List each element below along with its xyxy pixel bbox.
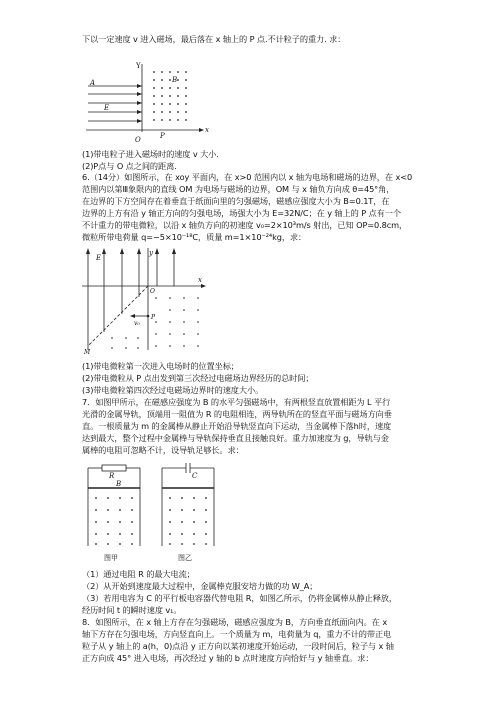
field-dot — [153, 119, 155, 121]
field-dot — [183, 333, 185, 335]
q7-line-2: 光滑的金属导轨，顶端用一阻值为 R 的电阻相连，两导轨所在的竖直平面与磁场方向垂 — [82, 409, 392, 419]
q6-sub-1: (1)带电微粒第一次进入电场时的位置坐标； — [82, 361, 239, 371]
field-dot — [181, 497, 183, 499]
q7-sub-1: （1）通过电阻 R 的最大电流； — [82, 569, 195, 579]
field-dot — [107, 521, 109, 523]
field-dot — [177, 95, 179, 97]
field-dot — [137, 337, 139, 339]
field-dot — [181, 521, 183, 523]
field-dot — [169, 533, 171, 535]
field-dot — [205, 543, 207, 545]
field-dot — [161, 119, 163, 121]
field-dot — [155, 345, 157, 347]
field-dot — [169, 497, 171, 499]
field-dot — [169, 95, 171, 97]
field-dot — [161, 87, 163, 89]
field-dot — [185, 95, 187, 97]
field-dot — [183, 309, 185, 311]
field-dot — [177, 119, 179, 121]
field-dot — [155, 333, 157, 335]
field-dot — [185, 79, 187, 81]
field-dot — [131, 509, 133, 511]
P-label: P — [160, 132, 165, 140]
E-label-2: E — [96, 254, 102, 262]
field-dot — [193, 497, 195, 499]
figure-field-diagram-2 — [82, 246, 207, 354]
field-dot — [137, 347, 139, 349]
q7-line-3: 直。一根质量为 m 的金属棒从静止开始沿导轨竖直向下运动，当金属棒下落h时，速度 — [82, 421, 392, 431]
field-dot — [107, 533, 109, 535]
field-dot — [155, 297, 157, 299]
field-dot — [193, 509, 195, 511]
field-dot — [107, 509, 109, 511]
field-dot — [155, 321, 157, 323]
field-dot — [153, 111, 155, 113]
q8-line-2: 轴下方存在匀强电场，方向竖直向上。一个质量为 m，电荷量为 q，重力不计的带正电 — [82, 629, 392, 639]
field-dot — [185, 119, 187, 121]
field-dot — [153, 79, 155, 81]
q8-line-4: 正方向成 45° 进入电场，再次经过 y 轴的 b 点时速度方向恰好与 y 轴垂直。求： — [82, 653, 374, 663]
O-label-2: O — [150, 288, 155, 295]
q5-sub-1: (1)带电粒子进入磁场时的速度 v 大小. — [82, 149, 219, 159]
field-dot — [177, 87, 179, 89]
field-dot — [125, 337, 127, 339]
q7-sub-3: （3）若用电容为 C 的平行板电容器代替电阻 R，如图乙所示，仍将金属棒从静止释放， — [82, 593, 397, 603]
field-dot — [161, 79, 163, 81]
field-dot — [169, 297, 171, 299]
field-dot — [181, 533, 183, 535]
field-dot — [131, 533, 133, 535]
field-dot — [95, 497, 97, 499]
field-dot — [169, 119, 171, 121]
caption-left: 图甲 — [104, 554, 118, 562]
field-dot — [197, 309, 199, 311]
field-dot — [193, 543, 195, 545]
field-dot — [119, 521, 121, 523]
caption-right: 图乙 — [178, 554, 192, 562]
field-dot — [185, 71, 187, 73]
field-dot — [161, 111, 163, 113]
field-dot — [197, 297, 199, 299]
field-dot — [169, 87, 171, 89]
field-crosses-panels — [95, 497, 207, 545]
field-dot — [125, 347, 127, 349]
field-dot — [177, 79, 179, 81]
field-dot — [205, 521, 207, 523]
field-dot — [169, 309, 171, 311]
O-label: O — [135, 136, 141, 144]
x-label: x — [205, 126, 209, 134]
q6-line-6: 微粒所带电荷量 q=−5×10⁻¹⁸C，质量 m=1×10⁻²⁴kg，求： — [82, 232, 307, 242]
y-label: Y — [136, 62, 141, 70]
q7-line-1: 7．如图甲所示，在磁感应强度为 B 的水平匀强磁场中，有两根竖直放置相距为 L 平行 — [82, 397, 391, 407]
P-label-2: P — [151, 314, 156, 321]
field-dot — [181, 509, 183, 511]
field-dot — [177, 103, 179, 105]
field-dot — [169, 111, 171, 113]
field-dot — [153, 103, 155, 105]
field-dot — [131, 497, 133, 499]
field-dot — [205, 533, 207, 535]
magnetic-field-dots — [153, 71, 187, 121]
field-dot — [95, 533, 97, 535]
field-dot — [185, 111, 187, 113]
field-dot — [161, 95, 163, 97]
field-dot — [131, 521, 133, 523]
field-dot — [119, 509, 121, 511]
field-dot — [107, 497, 109, 499]
q8-line-3: 粒子从 y 轴上的 a(h，0)点沿 y 正方向以某初速度开始运动，一段时间后，粒子与 x 轴 — [82, 641, 394, 651]
figure-field-diagram-1 — [82, 60, 232, 145]
intro-line: 下以一定速度 v 进入磁场，最后落在 x 轴上的 P 点.不计粒子的重力. 求： — [82, 34, 346, 44]
B-label: B — [172, 76, 178, 84]
q6-line-3: 在边界的下方空间存在着垂直于纸面向里的匀强磁场，磁感应强度大小为 B=0.1T，在 — [82, 196, 390, 206]
q6-sub-2: (2)带电微粒从 P 点出发到第三次经过电磁场边界经历的总时间； — [82, 373, 314, 383]
field-dot — [95, 521, 97, 523]
field-dot — [119, 543, 121, 545]
field-dot — [169, 321, 171, 323]
field-dot — [169, 71, 171, 73]
field-dot — [183, 297, 185, 299]
field-dot — [169, 103, 171, 105]
field-dot — [193, 521, 195, 523]
field-dot — [153, 95, 155, 97]
magnetic-field-crosses — [111, 297, 199, 349]
q7-line-4: 达到最大，整个过程中金属棒与导轨保持垂直且接触良好。重力加速度为 g，导轨与金 — [82, 433, 389, 443]
field-dot — [183, 321, 185, 323]
field-dot — [205, 509, 207, 511]
q7-sub-2: （2）从开始到速度最大过程中，金属棒克服安培力做的功 W_A； — [82, 581, 318, 591]
field-dot — [111, 347, 113, 349]
B-label-3: B — [116, 480, 122, 488]
field-dot — [183, 345, 185, 347]
q5-sub-2: (2)P点与 O 点之间的距离. — [82, 161, 177, 171]
C-label: C — [192, 472, 198, 480]
field-dot — [153, 87, 155, 89]
field-dot — [95, 543, 97, 545]
field-dot — [169, 345, 171, 347]
field-dot — [205, 497, 207, 499]
y-label-2: y — [149, 249, 153, 257]
q6-line-2: 范围内以第Ⅲ象限内的直线 OM 为电场与磁场的边界，OM 与 x 轴负方向成 θ=45°角， — [82, 184, 395, 194]
A-label: A — [90, 79, 96, 87]
field-dot — [185, 87, 187, 89]
field-dot — [161, 103, 163, 105]
field-dot — [107, 543, 109, 545]
field-dot — [197, 345, 199, 347]
v0-label: v₀ — [134, 320, 140, 327]
field-dot — [169, 543, 171, 545]
field-dot — [153, 71, 155, 73]
q6-sub-3: (3)带电微粒第四次经过电磁场边界时的速度大小。 — [82, 385, 264, 395]
field-dot — [197, 321, 199, 323]
field-dot — [95, 509, 97, 511]
q6-line-1: 6.（14分）如图所示，在 xoy 平面内，在 x>0 范围内以 x 轴为电场和磁场的边界，在 x<0 — [82, 172, 413, 182]
field-dot — [119, 497, 121, 499]
field-dot — [169, 79, 171, 81]
q7-line-5: 属棒的电阻可忽略不计，设导轨足够长。求： — [82, 445, 244, 455]
q6-line-5: 不计重力的带电微粒，以沿 x 轴负方向的初速度 v₀=2×10³m/s 射出，已知 OP=0.8cm， — [82, 220, 408, 230]
R-label: R — [109, 472, 115, 480]
E-label: E — [104, 104, 110, 112]
field-dot — [169, 509, 171, 511]
field-dot — [185, 103, 187, 105]
figure-rail-diagrams — [82, 460, 222, 564]
q8-line-1: 8．如图所示，在 x 轴上方存在匀强磁场，磁感应强度为 B，方向垂直纸面向内。在 x — [82, 617, 388, 627]
field-dot — [161, 71, 163, 73]
field-dot — [111, 337, 113, 339]
field-dot — [169, 521, 171, 523]
M-label: M — [84, 349, 91, 354]
field-dot — [131, 543, 133, 545]
field-dot — [169, 333, 171, 335]
field-dot — [177, 111, 179, 113]
field-dot — [193, 533, 195, 535]
field-dot — [119, 533, 121, 535]
field-dot — [197, 333, 199, 335]
x-label-2: x — [198, 276, 202, 284]
field-dot — [177, 71, 179, 73]
q6-line-4: 边界的上方有沿 y 轴正方向的匀强电场，场强大小为 E=32N/C；在 y 轴上的 P 点有一个 — [82, 208, 401, 218]
field-dot — [181, 543, 183, 545]
q7-sub-4: 经历时间 t 的瞬时速度 v₁。 — [82, 605, 182, 615]
